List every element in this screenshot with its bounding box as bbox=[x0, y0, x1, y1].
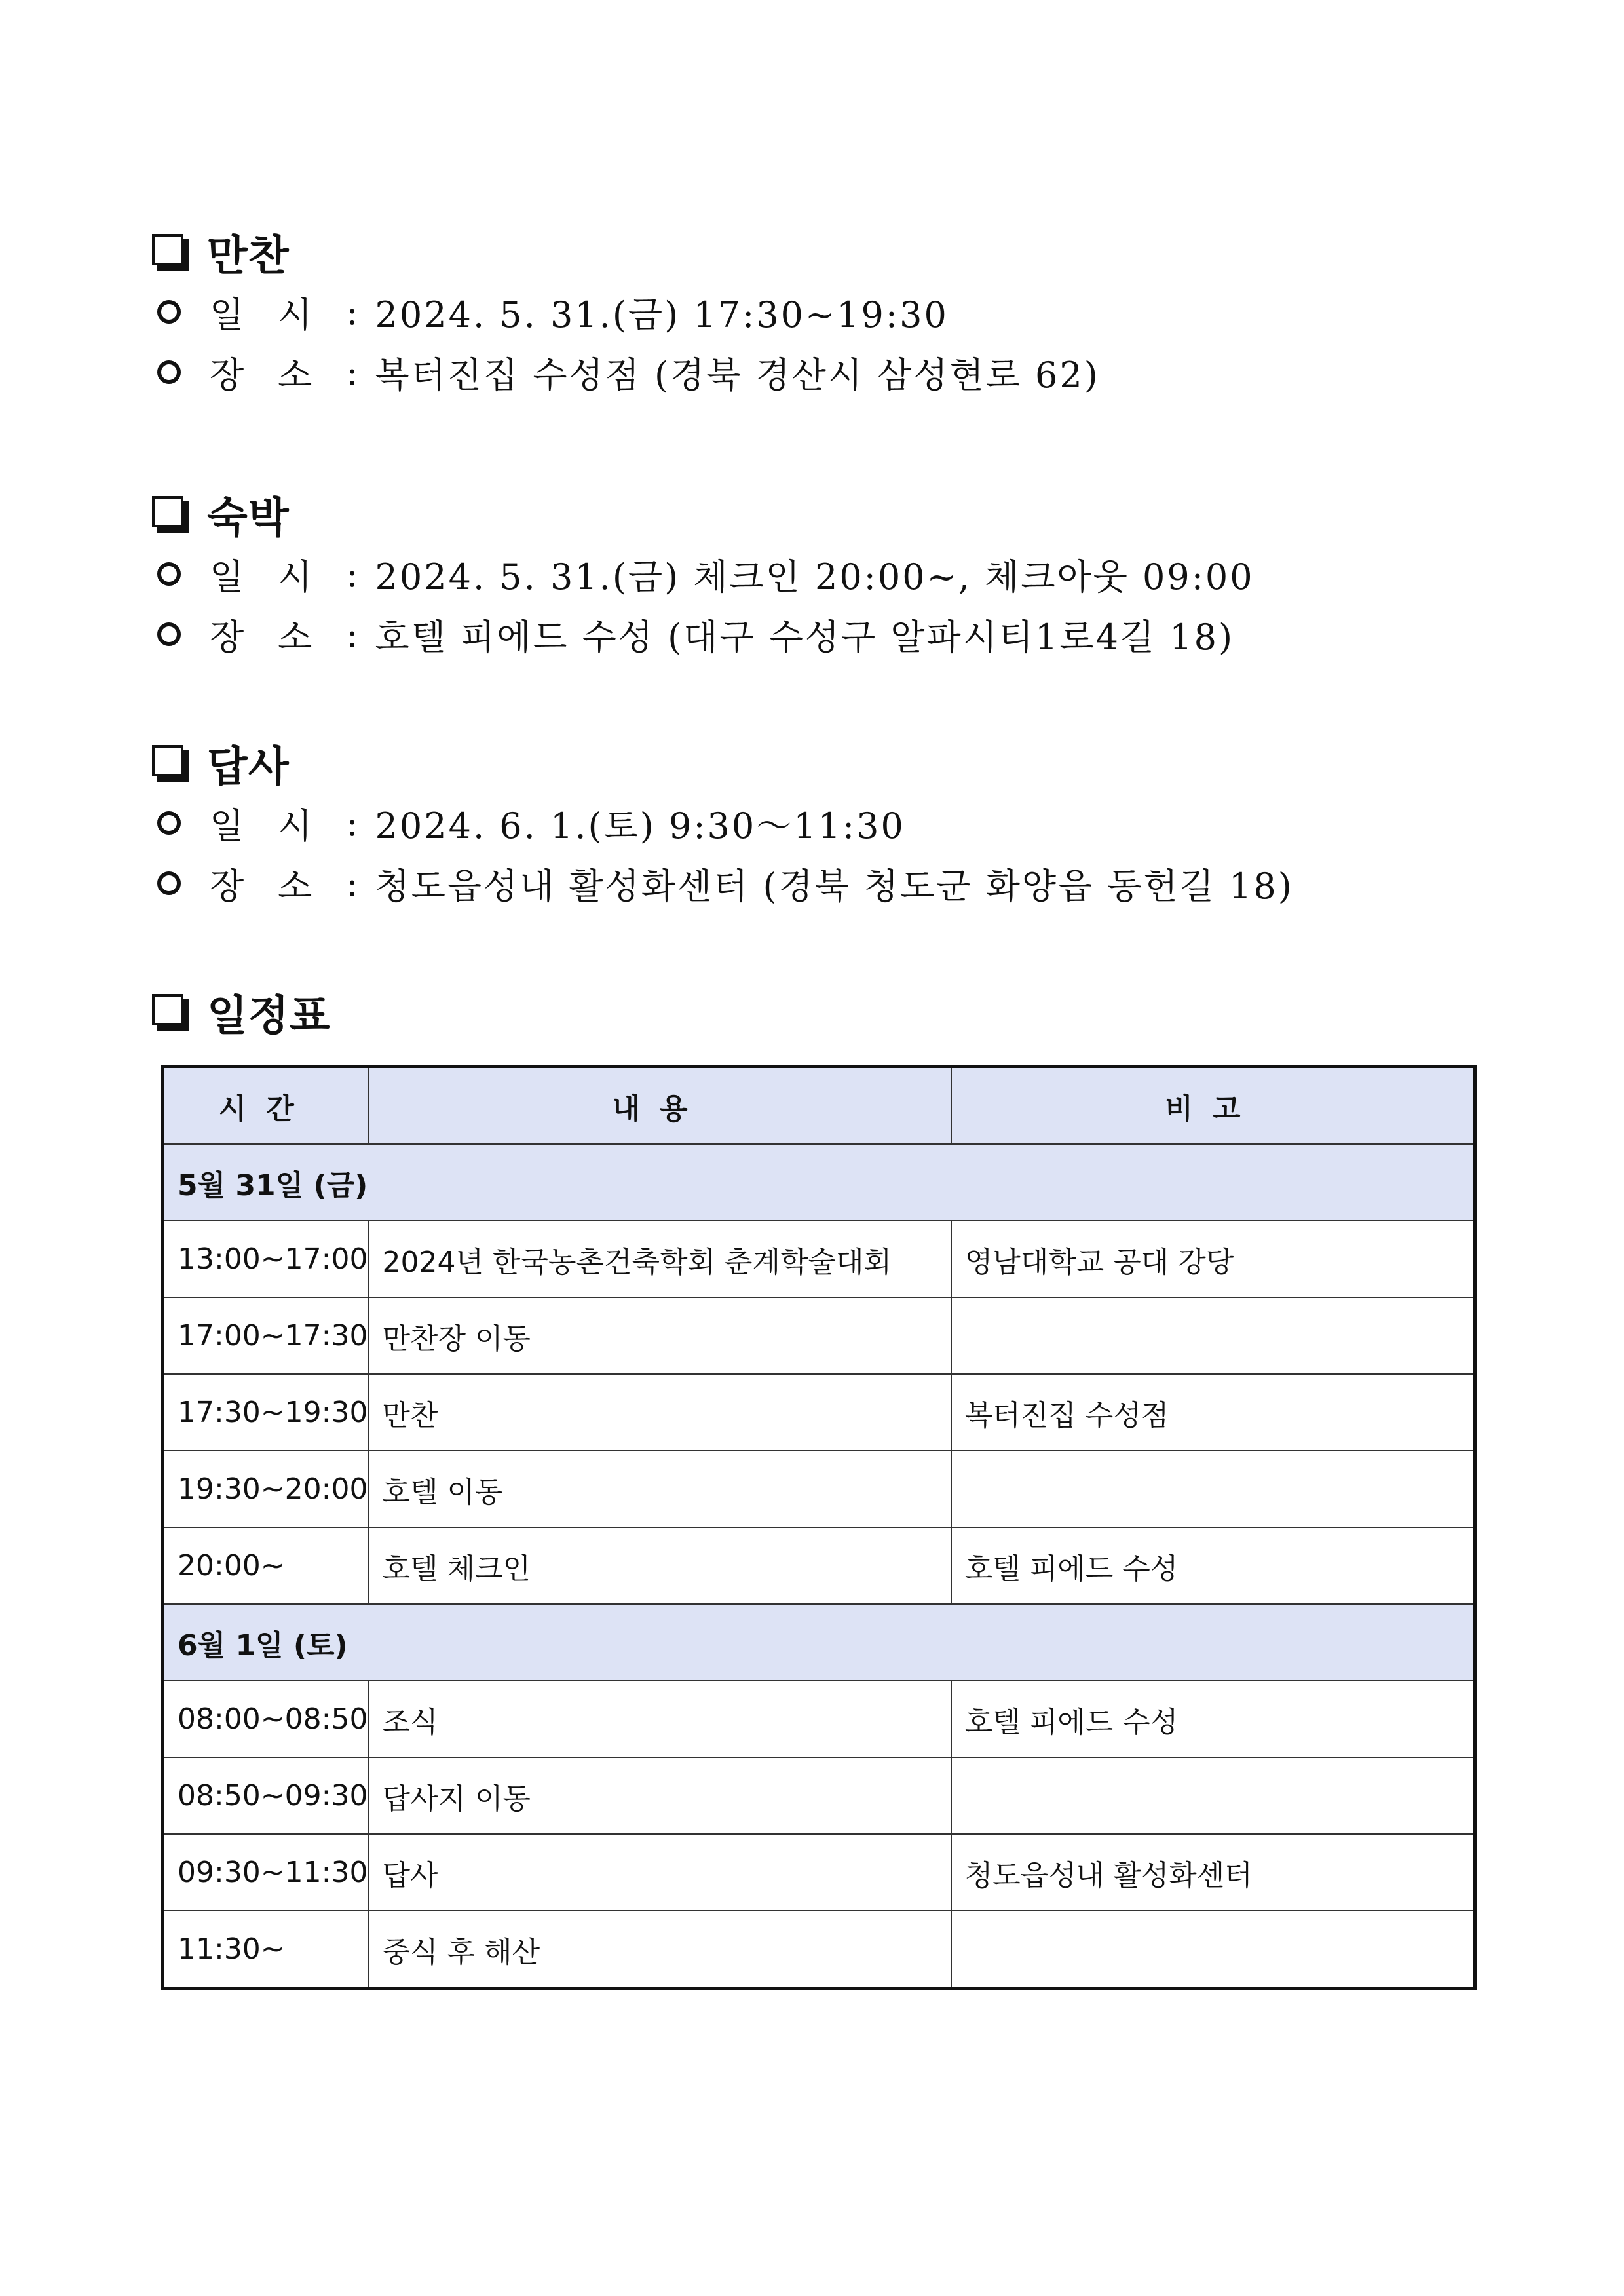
info-label: 장소 bbox=[210, 354, 347, 396]
content-cell: 답사 bbox=[368, 1834, 951, 1911]
note-cell: 복터진집 수성점 bbox=[951, 1374, 1475, 1451]
time-cell: 13:00~17:00 bbox=[163, 1221, 369, 1297]
circle-bullet-icon bbox=[157, 562, 181, 586]
colon: : bbox=[346, 862, 358, 904]
section-heading bbox=[152, 734, 1528, 793]
info-label: 장소 bbox=[210, 865, 347, 907]
heading-text: 일정표 bbox=[207, 992, 331, 1041]
date-row bbox=[163, 1604, 1475, 1681]
time-cell: 11:30~ bbox=[163, 1911, 369, 1989]
table-row bbox=[163, 1374, 1475, 1451]
note-cell bbox=[951, 1451, 1475, 1527]
content-cell: 답사지 이동 bbox=[368, 1757, 951, 1834]
date-cell: 5월 31일 (금) bbox=[163, 1144, 1475, 1221]
schedule-table bbox=[161, 1065, 1477, 1990]
note-cell bbox=[951, 1757, 1475, 1834]
info-label: 일시 bbox=[210, 556, 347, 598]
header-note: 비고 bbox=[951, 1067, 1475, 1145]
content-cell: 조식 bbox=[368, 1681, 951, 1757]
section-field-trip bbox=[152, 734, 1528, 913]
time-cell: 08:50~09:30 bbox=[163, 1757, 369, 1834]
info-value: 2024. 5. 31.(금) 체크인 20:00~, 체크아웃 09:00 bbox=[375, 556, 1255, 598]
note-cell: 청도읍성내 활성화센터 bbox=[951, 1834, 1475, 1911]
colon: : bbox=[346, 802, 358, 844]
circle-bullet-icon bbox=[157, 811, 181, 835]
info-value: 복터진집 수성점 (경북 경산시 삼성현로 62) bbox=[375, 354, 1100, 396]
time-cell: 08:00~08:50 bbox=[163, 1681, 369, 1757]
section-heading bbox=[152, 223, 1528, 282]
time-cell: 20:00~ bbox=[163, 1527, 369, 1604]
time-cell: 09:30~11:30 bbox=[163, 1834, 369, 1911]
table-row bbox=[163, 1757, 1475, 1834]
table-row bbox=[163, 1451, 1475, 1527]
table-header-row bbox=[163, 1067, 1475, 1145]
heading-text: 만찬 bbox=[207, 232, 290, 280]
table-row bbox=[163, 1297, 1475, 1374]
circle-bullet-icon bbox=[157, 300, 181, 324]
table-body bbox=[163, 1144, 1475, 1989]
square-bullet-icon bbox=[152, 234, 189, 271]
info-line-place bbox=[152, 604, 1528, 664]
table-row bbox=[163, 1527, 1475, 1604]
heading-text: 숙박 bbox=[207, 494, 290, 543]
info-label: 일시 bbox=[210, 294, 347, 335]
note-cell: 영남대학교 공대 강당 bbox=[951, 1221, 1475, 1297]
time-cell: 19:30~20:00 bbox=[163, 1451, 369, 1527]
circle-bullet-icon bbox=[157, 622, 181, 646]
section-heading bbox=[152, 485, 1528, 544]
square-bullet-icon bbox=[152, 994, 189, 1031]
content-cell: 만찬 bbox=[368, 1374, 951, 1451]
time-cell: 17:30~19:30 bbox=[163, 1374, 369, 1451]
colon: : bbox=[346, 351, 358, 393]
section-heading bbox=[152, 983, 1528, 1042]
info-value: 2024. 6. 1.(토) 9:30～11:30 bbox=[375, 805, 905, 847]
table-row bbox=[163, 1221, 1475, 1297]
note-cell: 호텔 피에드 수성 bbox=[951, 1681, 1475, 1757]
table-row bbox=[163, 1681, 1475, 1757]
info-label: 장소 bbox=[210, 616, 347, 658]
info-line-date bbox=[152, 282, 1528, 342]
note-cell: 호텔 피에드 수성 bbox=[951, 1527, 1475, 1604]
content-cell: 2024년 한국농촌건축학회 춘계학술대회 bbox=[368, 1221, 951, 1297]
header-time: 시간 bbox=[163, 1067, 369, 1145]
table-row bbox=[163, 1911, 1475, 1989]
section-lodging bbox=[152, 485, 1528, 664]
section-dinner bbox=[152, 223, 1528, 402]
note-cell bbox=[951, 1297, 1475, 1374]
date-cell: 6월 1일 (토) bbox=[163, 1604, 1475, 1681]
info-line-date bbox=[152, 544, 1528, 604]
circle-bullet-icon bbox=[157, 360, 181, 384]
info-value: 호텔 피에드 수성 (대구 수성구 알파시티1로4길 18) bbox=[375, 616, 1235, 658]
square-bullet-icon bbox=[152, 745, 189, 782]
colon: : bbox=[346, 291, 358, 333]
circle-bullet-icon bbox=[157, 871, 181, 895]
content-cell: 중식 후 해산 bbox=[368, 1911, 951, 1989]
header-content: 내용 bbox=[368, 1067, 951, 1145]
info-value: 청도읍성내 활성화센터 (경북 청도군 화양읍 동헌길 18) bbox=[375, 865, 1294, 907]
info-line-place bbox=[152, 853, 1528, 913]
info-line-place bbox=[152, 342, 1528, 402]
square-bullet-icon bbox=[152, 496, 189, 533]
colon: : bbox=[346, 553, 358, 595]
date-row bbox=[163, 1144, 1475, 1221]
heading-text: 답사 bbox=[207, 743, 290, 792]
content-cell: 만찬장 이동 bbox=[368, 1297, 951, 1374]
info-line-date bbox=[152, 793, 1528, 853]
content-cell: 호텔 체크인 bbox=[368, 1527, 951, 1604]
table-row bbox=[163, 1834, 1475, 1911]
info-label: 일시 bbox=[210, 805, 347, 847]
time-cell: 17:00~17:30 bbox=[163, 1297, 369, 1374]
note-cell bbox=[951, 1911, 1475, 1989]
content-cell: 호텔 이동 bbox=[368, 1451, 951, 1527]
colon: : bbox=[346, 613, 358, 655]
section-schedule bbox=[152, 983, 1528, 1042]
info-value: 2024. 5. 31.(금) 17:30~19:30 bbox=[375, 294, 949, 335]
